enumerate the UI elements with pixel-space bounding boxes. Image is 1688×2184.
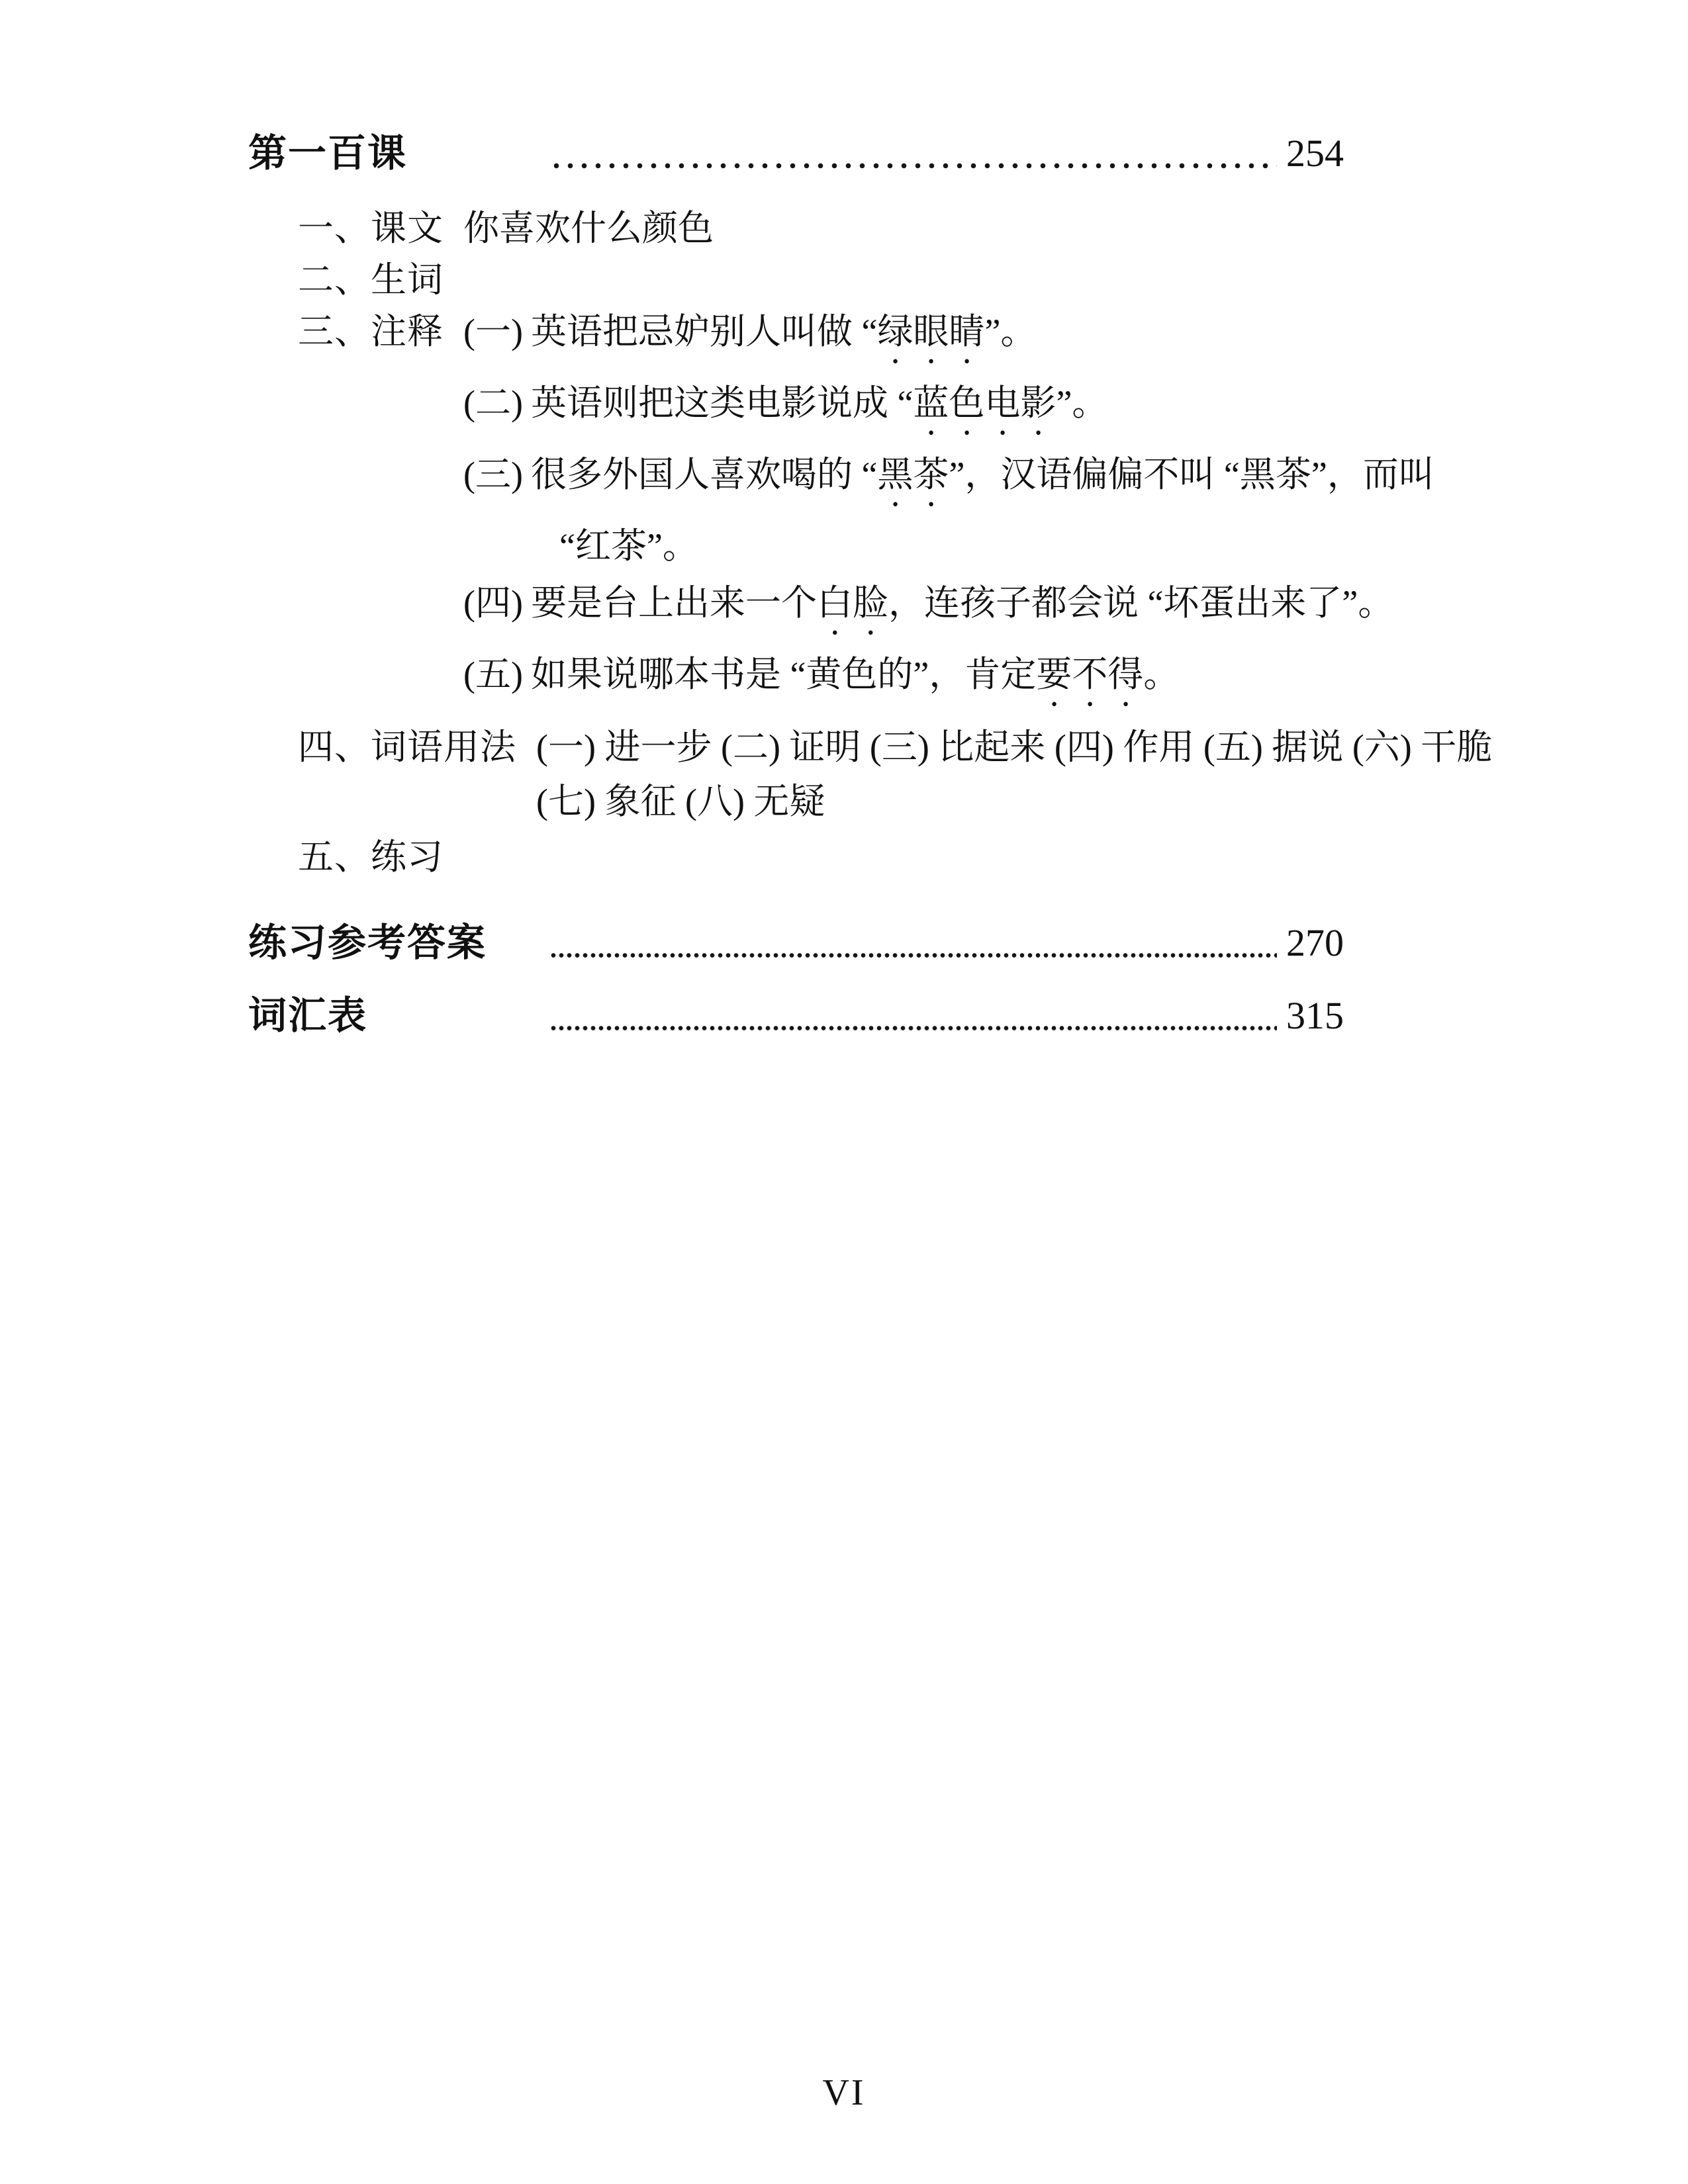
note-text bbox=[531, 583, 1393, 623]
section-label: 二、生词 bbox=[298, 260, 444, 300]
note-text bbox=[531, 383, 1107, 423]
lesson-sections bbox=[298, 203, 1493, 882]
note-number: (一) bbox=[463, 312, 523, 351]
note-number: (三) bbox=[463, 455, 523, 494]
note-row bbox=[463, 649, 1434, 721]
section-label: 四、词语用法 bbox=[298, 727, 516, 767]
lesson-title: 第一百课 bbox=[248, 132, 408, 175]
section-row-exercises bbox=[298, 832, 1344, 882]
text-segment: 。 bbox=[1143, 655, 1180, 694]
text-segment: 很多外国人喜欢喝的 “ bbox=[530, 455, 878, 494]
text-segment: ”。 bbox=[984, 312, 1037, 351]
usage-line: (七) 象征 (八) 无疑 bbox=[536, 782, 825, 821]
dotted-leader bbox=[549, 952, 1277, 958]
toc-entry-row bbox=[248, 919, 1344, 968]
text-segment: 英语把忌妒别人叫做 “ bbox=[530, 312, 878, 351]
section-row-vocab bbox=[298, 255, 1344, 305]
note-text bbox=[531, 312, 1036, 351]
section-row-usage bbox=[298, 722, 1493, 831]
text-segment: ”。 bbox=[1056, 383, 1108, 423]
note-row bbox=[463, 449, 1434, 521]
note-row bbox=[463, 378, 1434, 449]
section-row-notes bbox=[298, 306, 1434, 721]
note-row bbox=[463, 578, 1434, 649]
section-row-text bbox=[298, 203, 1344, 253]
dotted-leader bbox=[549, 1025, 1277, 1031]
entry-page-number: 270 bbox=[1286, 921, 1344, 964]
note-number: (四) bbox=[463, 583, 523, 623]
entry-title: 练习参考答案 bbox=[248, 921, 487, 964]
note-number: (二) bbox=[463, 383, 523, 423]
entry-title: 词汇表 bbox=[248, 994, 368, 1037]
notes-list bbox=[463, 306, 1434, 721]
toc-entry-row bbox=[248, 991, 1344, 1040]
lesson-page-number: 254 bbox=[1286, 132, 1344, 175]
toc-lesson-row bbox=[248, 129, 1344, 178]
section-content: 你喜欢什么颜色 bbox=[463, 208, 714, 248]
section-label: 三、注释 bbox=[298, 312, 444, 351]
note-text bbox=[531, 655, 1179, 694]
section-label: 一、课文 bbox=[298, 208, 444, 248]
note-text bbox=[531, 455, 1434, 494]
text-segment: 要是台上出来一个 bbox=[530, 583, 817, 623]
note-number: (五) bbox=[463, 655, 523, 694]
emphasized-text: 要不得 bbox=[1036, 655, 1144, 694]
text-segment: 如果说哪本书是 “黄色的”，肯定 bbox=[530, 655, 1037, 694]
text-segment: ，连孩子都会说 “坏蛋出来了”。 bbox=[888, 583, 1394, 623]
toc-entries bbox=[248, 919, 1344, 1040]
emphasized-text: 黑茶 bbox=[877, 455, 949, 494]
page-footer-number: VI bbox=[822, 2072, 866, 2113]
section-label: 五、练习 bbox=[298, 837, 444, 877]
usage-lines bbox=[536, 722, 1492, 831]
emphasized-text: 绿眼睛 bbox=[877, 312, 985, 351]
usage-line: (一) 进一步 (二) 证明 (三) 比起来 (四) 作用 (五) 据说 (六) 干脆 bbox=[536, 727, 1493, 767]
note-continuation: “红茶”。 bbox=[559, 526, 698, 566]
emphasized-text: 白脸 bbox=[816, 583, 888, 623]
toc-content bbox=[248, 129, 1493, 1064]
text-segment: 英语则把这类电影说成 “ bbox=[530, 383, 914, 423]
dotted-leader bbox=[549, 163, 1277, 169]
text-segment: ”，汉语偏偏不叫 “黑茶”，而叫 bbox=[949, 455, 1434, 494]
entry-page-number: 315 bbox=[1286, 994, 1344, 1037]
note-row bbox=[463, 306, 1434, 378]
emphasized-text: 蓝色电影 bbox=[913, 383, 1056, 423]
